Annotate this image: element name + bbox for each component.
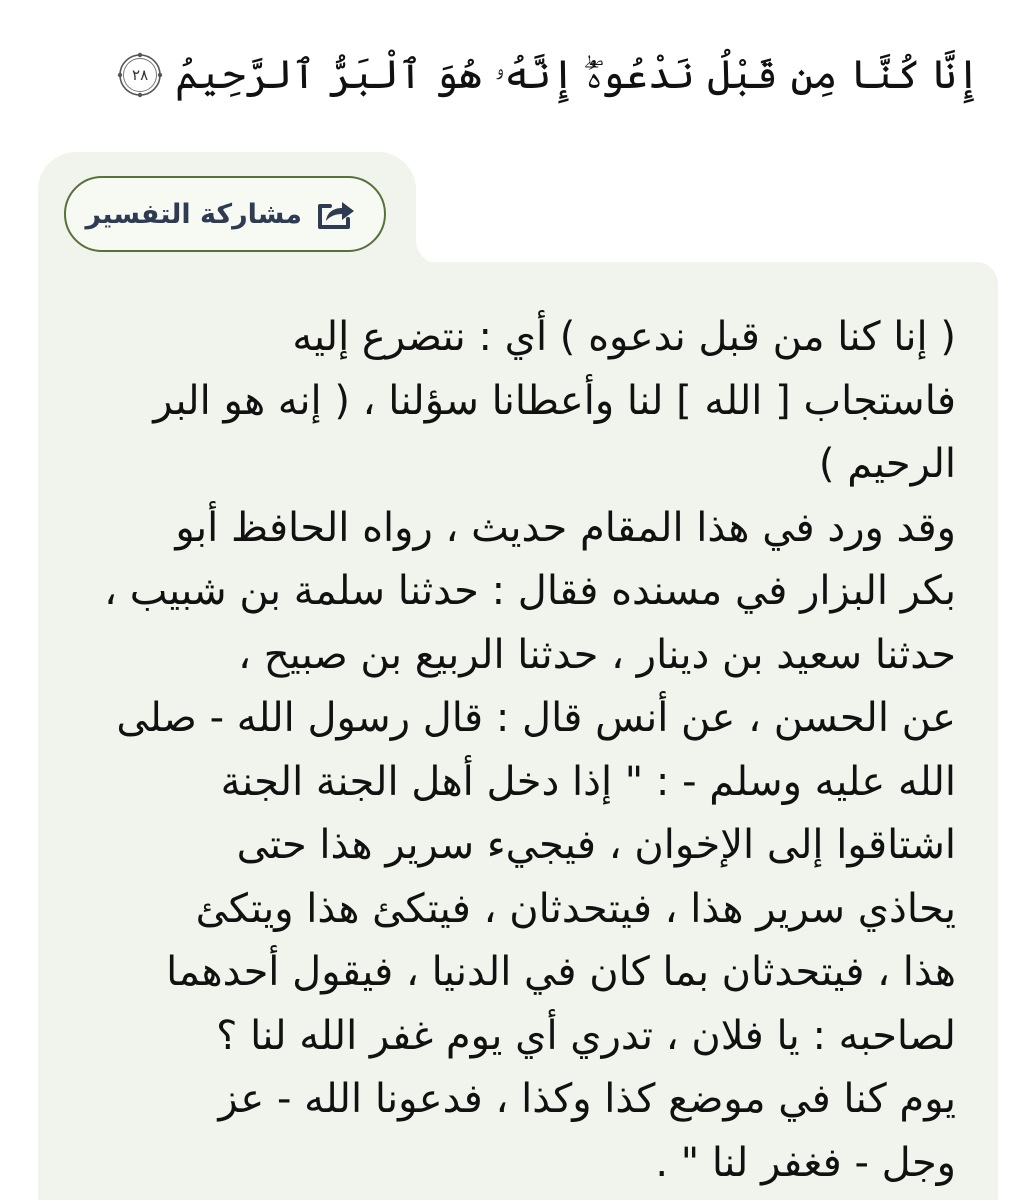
tafsir-text xyxy=(76,306,956,1195)
tafsir-line: يحاذي سرير هذا ، فيتحدثان ، فيتكئ هذا ويتكئ xyxy=(195,885,956,932)
tafsir-line: اشتاقوا إلى الإخوان ، فيجيء سرير هذا حتى xyxy=(236,822,956,868)
tafsir-line: بكر البزار في مسنده فقال : حدثنا سلمة بن شبيب ، xyxy=(104,568,956,614)
tafsir-line: لصاحبه : يا فلان ، تدري أي يوم غفر الله لنا ؟ xyxy=(216,1012,956,1059)
tafsir-line: فاستجاب [ الله ] لنا وأعطانا سؤلنا ، ( إنه هو البر xyxy=(153,377,956,424)
tafsir-line: عن الحسن ، عن أنس قال : قال رسول الله - صلى xyxy=(116,695,956,741)
ayah-number-marker xyxy=(117,52,163,98)
tafsir-line: يوم كنا في موضع كذا وكذا ، فدعونا الله - عز xyxy=(218,1076,956,1122)
quran-verse xyxy=(100,30,980,120)
tafsir-line: وقد ورد في هذا المقام حديث ، رواه الحافظ أبو xyxy=(175,504,956,551)
tafsir-line: وجل - فغفر لنا " . xyxy=(655,1139,956,1186)
tafsir-line: هذا ، فيتحدثان بما كان في الدنيا ، فيقول أحدهما xyxy=(166,949,956,995)
tafsir-line: ( إنا كنا من قبل ندعوه ) أي : نتضرع إليه xyxy=(292,314,956,360)
tafsir-line: حدثنا سعيد بن دينار ، حدثنا الربيع بن صبيح ، xyxy=(238,631,956,678)
tafsir-line: الرحيم ) xyxy=(818,441,956,487)
share-tafsir-button[interactable] xyxy=(64,176,386,252)
tafsir-card-corner xyxy=(416,240,440,264)
tafsir-line: الله عليه وسلم - : " إذا دخل أهل الجنة الجنة xyxy=(220,758,956,805)
verse-text: إِنَّا كُنَّا مِن قَبْلُ نَدْعُوهُۖ إِنَّهُۥ هُوَ ٱلْبَرُّ ٱلرَّحِيمُ xyxy=(175,52,980,98)
share-icon xyxy=(316,197,358,231)
ayah-number: ٢٨ xyxy=(132,66,149,84)
share-button-label: مشاركة التفسير xyxy=(85,198,302,230)
